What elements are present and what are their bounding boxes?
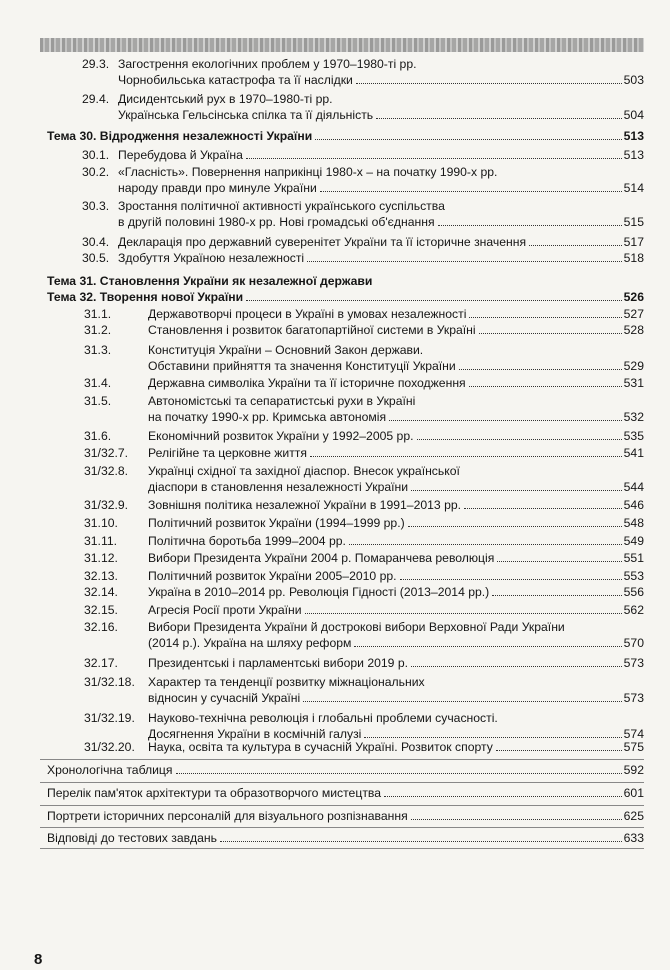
toc-entry-number: 32.14.	[84, 585, 118, 599]
toc-entry-number: 31/32.8.	[84, 464, 129, 478]
toc-entry-title: відносин у сучасній Україні	[148, 691, 301, 705]
dot-leader	[496, 750, 622, 751]
dot-leader	[469, 317, 621, 318]
dot-leader	[305, 613, 622, 614]
dot-leader	[400, 579, 622, 580]
dot-leader	[307, 261, 622, 262]
toc-entry-title: Досягнення України в космічній галузі	[148, 727, 362, 741]
toc-page-number: 513	[623, 129, 644, 143]
toc-entry-title: Українська Гельсінська спілка та її діяльність	[118, 108, 374, 122]
toc-page-number: 513	[623, 148, 644, 162]
toc-entry-number: 31.11.	[84, 534, 117, 548]
toc-entry-number: 31/32.20.	[84, 740, 135, 754]
toc-entry-title: Дисидентський рух в 1970–1980-ті рр.	[118, 92, 333, 106]
toc-page-number: 541	[623, 446, 644, 460]
toc-entry-number: 32.17.	[84, 656, 118, 670]
toc-page-number: 528	[623, 323, 644, 337]
toc-entry-number: 29.4.	[82, 92, 110, 106]
dot-leader	[459, 369, 622, 370]
toc-page-number: 546	[623, 498, 644, 512]
dot-leader	[464, 508, 622, 509]
dot-leader	[303, 701, 621, 702]
toc-page-number: 515	[623, 215, 644, 229]
toc-page-number: 573	[623, 656, 644, 670]
toc-page-number: 517	[623, 235, 644, 249]
toc-page-number: 535	[623, 429, 644, 443]
toc-entry-number: 30.2.	[82, 165, 110, 179]
toc-entry-title: Відповіді до тестових завдань	[47, 831, 217, 845]
toc-entry-title: Наука, освіта та культура в сучасній Україні. Розвиток спорту	[148, 740, 493, 754]
toc-entry-title: Зростання політичної активності українського суспільства	[118, 199, 445, 213]
toc-page-number: 503	[623, 73, 644, 87]
toc-page-number: 526	[623, 290, 644, 304]
scan-header-band	[40, 38, 644, 52]
toc-entry-number: 31.6.	[84, 429, 112, 443]
row-divider	[40, 827, 644, 828]
toc-page-number: 518	[623, 251, 644, 265]
toc-entry-title: Тема 30. Відродження незалежності України	[47, 129, 313, 143]
dot-leader	[384, 796, 622, 797]
dot-leader	[176, 773, 622, 774]
toc-page-number: 573	[623, 691, 644, 705]
toc-entry-title: в другій половині 1980-х рр. Нові громадські об'єднання	[118, 215, 435, 229]
toc-entry-title: Релігійне та церковне життя	[148, 446, 307, 460]
toc-page-number: 548	[623, 516, 644, 530]
toc-entry-title: Обставини прийняття та значення Конституції України	[148, 359, 456, 373]
toc-entry-number: 31.12.	[84, 551, 118, 565]
toc-entry-title: (2014 р.). Україна на шляху реформ	[148, 636, 352, 650]
dot-leader	[411, 666, 622, 667]
dot-leader	[246, 158, 622, 159]
dot-leader	[411, 490, 622, 491]
toc-entry-title: Державна символіка України та її історичне походження	[148, 376, 466, 390]
toc-entry-number: 31.1.	[84, 307, 112, 321]
dot-leader	[315, 139, 621, 140]
toc-entry-title: Вибори Президента України 2004 р. Помаранчева революція	[148, 551, 495, 565]
dot-leader	[320, 191, 622, 192]
toc-entry-title: Президентські і парламентські вибори 2019 р.	[148, 656, 408, 670]
toc-entry-title: на початку 1990-х рр. Кримська автономія	[148, 410, 387, 424]
dot-leader	[492, 595, 621, 596]
toc-page-number: 531	[623, 376, 644, 390]
toc-page-number: 556	[623, 585, 644, 599]
toc-page-number: 562	[623, 603, 644, 617]
dot-leader	[417, 439, 622, 440]
toc-entry-number: 31/32.19.	[84, 711, 135, 725]
toc-page-number: 551	[623, 551, 644, 565]
dot-leader	[354, 646, 621, 647]
toc-entry-title: Характер та тенденції розвитку міжнаціональних	[148, 675, 425, 689]
dot-leader	[438, 225, 622, 226]
toc-entry-title: народу правди про минуле України	[118, 181, 317, 195]
dot-leader	[529, 245, 622, 246]
dot-leader	[411, 819, 622, 820]
toc-entry-number: 31/32.18.	[84, 675, 135, 689]
toc-entry-number: 32.13.	[84, 569, 118, 583]
toc-entry-title: Агресія Росії проти України	[148, 603, 302, 617]
toc-page-number: 574	[623, 727, 644, 741]
toc-entry-number: 31.4.	[84, 376, 112, 390]
toc-entry-title: Конституція України – Основний Закон держави.	[148, 343, 424, 357]
toc-entry-number: 31.2.	[84, 323, 112, 337]
toc-entry-title: Політичний розвиток України (1994–1999 рр.)	[148, 516, 405, 530]
toc-entry-title: Здобуття Україною незалежності	[118, 251, 305, 265]
toc-entry-title: Політичний розвиток України 2005–2010 рр.	[148, 569, 397, 583]
toc-entry-number: 30.3.	[82, 199, 110, 213]
toc-entry-title: Загострення екологічних проблем у 1970–1980-ті рр.	[118, 57, 417, 71]
dot-leader	[349, 544, 622, 545]
dot-leader	[389, 420, 622, 421]
toc-entry-number: 32.15.	[84, 603, 118, 617]
toc-entry-title: Державотворчі процеси в Україні в умовах незалежності	[148, 307, 467, 321]
toc-entry-title: Українці східної та західної діаспор. Внесок української	[148, 464, 460, 478]
toc-page-number: 527	[623, 307, 644, 321]
toc-entry-number: 32.16.	[84, 620, 118, 634]
dot-leader	[469, 386, 622, 387]
row-divider	[40, 805, 644, 806]
toc-entry-title: Перелік пам'яток архітектури та образотворчого мистецтва	[47, 786, 382, 800]
toc-entry-number: 31.10.	[84, 516, 118, 530]
toc-page-number: 570	[623, 636, 644, 650]
toc-page-number: 514	[623, 181, 644, 195]
toc-page-number: 553	[623, 569, 644, 583]
toc-entry-title: Портрети історичних персоналій для візуального розпізнавання	[47, 809, 408, 823]
toc-entry-title: діаспори в становлення незалежності України	[148, 480, 409, 494]
toc-page-number: 633	[623, 831, 644, 845]
toc-entry-title: Становлення і розвиток багатопартійної системи в Україні	[148, 323, 476, 337]
toc-entry-number: 31.3.	[84, 343, 112, 357]
dot-leader	[356, 83, 622, 84]
toc-entry-number: 30.4.	[82, 235, 110, 249]
dot-leader	[364, 737, 621, 738]
toc-page-number: 592	[623, 763, 644, 777]
toc-entry-number: 30.1.	[82, 148, 110, 162]
dot-leader	[246, 300, 622, 301]
toc-entry-title: Декларація про державний суверенітет України та її історичне значення	[118, 235, 527, 249]
toc-page-number: 532	[623, 410, 644, 424]
toc-entry-title: Україна в 2010–2014 рр. Революція Гідності (2013–2014 рр.)	[148, 585, 490, 599]
toc-entry-title: Тема 32. Творення нової України	[47, 290, 244, 304]
toc-entry-title: Перебудова й Україна	[118, 148, 243, 162]
toc-entry-title: Автономістські та сепаратистські рухи в Україні	[148, 394, 416, 408]
page-number: 8	[34, 951, 43, 968]
toc-page-number: 575	[623, 740, 644, 754]
dot-leader	[376, 118, 622, 119]
toc-page-number: 549	[623, 534, 644, 548]
toc-entry-title: Тема 31. Становлення України як незалежної держави	[47, 274, 373, 288]
toc-entry-title: «Гласність». Повернення наприкінці 1980-х – на початку 1990-х рр.	[118, 165, 498, 179]
footer-rule	[40, 848, 644, 849]
toc-entry-number: 30.5.	[82, 251, 110, 265]
row-divider	[40, 782, 644, 783]
toc-entry-title: Хронологічна таблиця	[47, 763, 173, 777]
toc-entry-title: Вибори Президента України й дострокові вибори Верховної Ради України	[148, 620, 565, 634]
toc-entry-title: Економічний розвиток України у 1992–2005 рр.	[148, 429, 414, 443]
toc-entry-number: 31/32.9.	[84, 498, 129, 512]
toc-entry-title: Зовнішня політика незалежної України в 1991–2013 рр.	[148, 498, 462, 512]
toc-page-number: 504	[623, 108, 644, 122]
toc-page-number: 529	[623, 359, 644, 373]
dot-leader	[220, 841, 622, 842]
toc-entry-title: Науково-технічна революція і глобальні проблеми сучасності.	[148, 711, 498, 725]
dot-leader	[310, 456, 622, 457]
toc-entry-title: Чорнобильська катастрофа та її наслідки	[118, 73, 353, 87]
toc-page-number: 544	[623, 480, 644, 494]
toc-entry-number: 29.3.	[82, 57, 110, 71]
dot-leader	[497, 561, 621, 562]
toc-entry-title: Політична боротьба 1999–2004 рр.	[148, 534, 346, 548]
toc-entry-number: 31.5.	[84, 394, 112, 408]
toc-page-number: 625	[623, 809, 644, 823]
toc-entry-number: 31/32.7.	[84, 446, 129, 460]
dot-leader	[479, 333, 622, 334]
dot-leader	[408, 526, 622, 527]
row-divider	[40, 759, 644, 760]
toc-page-number: 601	[623, 786, 644, 800]
